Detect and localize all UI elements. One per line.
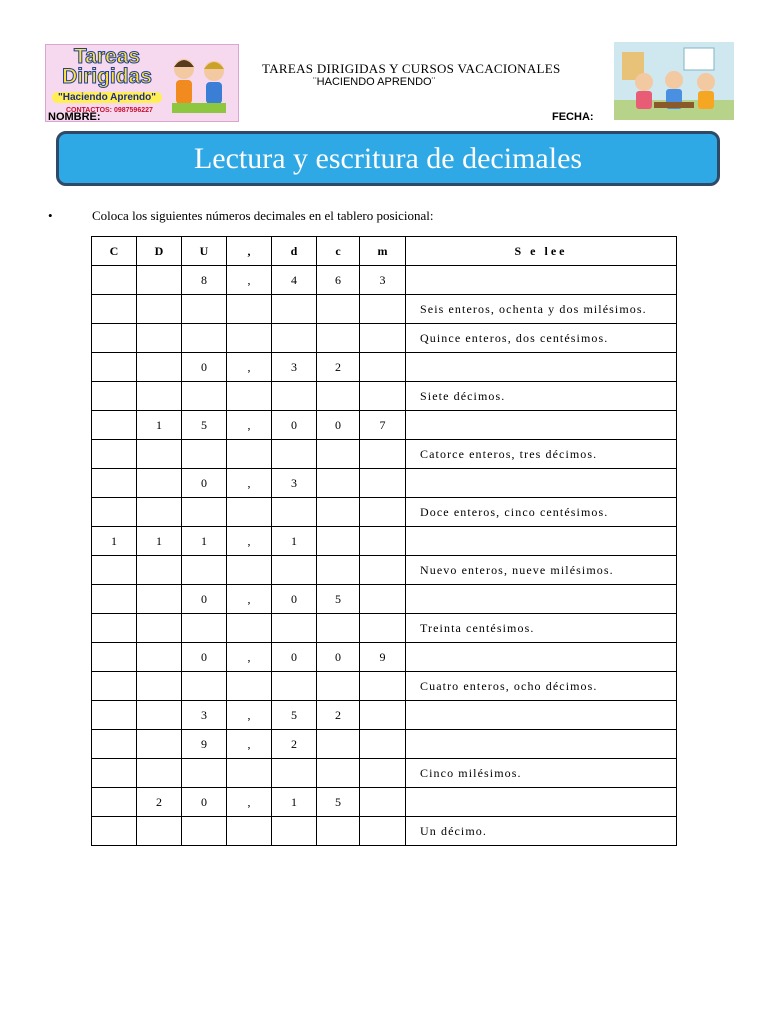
digit-cell-centesimo[interactable] — [317, 614, 360, 643]
digit-cell-c[interactable] — [92, 411, 137, 440]
digit-cell-c[interactable] — [92, 788, 137, 817]
table-row — [92, 643, 677, 672]
instruction — [48, 208, 434, 224]
digit-cell-u[interactable] — [182, 759, 227, 788]
digit-cell-centesimo[interactable] — [317, 730, 360, 759]
bullet: • — [48, 208, 53, 223]
digit-cell-c[interactable] — [92, 556, 137, 585]
digit-cell-milesimo[interactable] — [360, 585, 406, 614]
digit-cell-decimo[interactable] — [272, 672, 317, 701]
digit-cell-comma[interactable]: , — [227, 643, 272, 672]
column-header-decimo: d — [272, 237, 317, 266]
digit-cell-decimo[interactable]: 5 — [272, 701, 317, 730]
digit-cell-comma[interactable] — [227, 614, 272, 643]
logo-title — [52, 47, 162, 87]
digit-cell-centesimo[interactable] — [317, 556, 360, 585]
digit-cell-decimo[interactable]: 2 — [272, 730, 317, 759]
digit-cell-u[interactable]: 0 — [182, 469, 227, 498]
digit-cell-comma[interactable] — [227, 817, 272, 846]
digit-cell-decimo[interactable] — [272, 556, 317, 585]
digit-cell-c[interactable] — [92, 324, 137, 353]
reading-cell[interactable] — [406, 701, 677, 730]
table-row — [92, 411, 677, 440]
digit-cell-comma[interactable]: , — [227, 585, 272, 614]
place-value-table — [91, 236, 677, 846]
digit-cell-milesimo[interactable] — [360, 469, 406, 498]
table-row — [92, 730, 677, 759]
table-row — [92, 295, 677, 324]
classroom-illustration — [614, 42, 734, 120]
digit-cell-c[interactable] — [92, 585, 137, 614]
digit-cell-u[interactable]: 5 — [182, 411, 227, 440]
digit-cell-decimo[interactable] — [272, 382, 317, 411]
digit-cell-u[interactable]: 9 — [182, 730, 227, 759]
classroom-kids-icon — [614, 42, 734, 120]
digit-cell-u[interactable]: 0 — [182, 585, 227, 614]
page-title: Lectura y escritura de decimales — [193, 141, 583, 175]
table-header-row — [92, 237, 677, 266]
digit-cell-u[interactable]: 0 — [182, 643, 227, 672]
reading-cell[interactable] — [406, 527, 677, 556]
table-row — [92, 556, 677, 585]
digit-cell-comma[interactable] — [227, 382, 272, 411]
column-header-milesimo: m — [360, 237, 406, 266]
logo-title-line1: Tareas — [73, 45, 141, 68]
digit-cell-d[interactable] — [137, 498, 182, 527]
digit-cell-centesimo[interactable]: 6 — [317, 266, 360, 295]
digit-cell-u[interactable] — [182, 295, 227, 324]
column-header-comma: , — [227, 237, 272, 266]
column-header-se-lee: S e lee — [406, 237, 677, 266]
digit-cell-c[interactable] — [92, 440, 137, 469]
reading-cell[interactable] — [406, 585, 677, 614]
digit-cell-u[interactable] — [182, 324, 227, 353]
digit-cell-decimo[interactable]: 1 — [272, 527, 317, 556]
digit-cell-c[interactable] — [92, 614, 137, 643]
digit-cell-u[interactable] — [182, 614, 227, 643]
digit-cell-comma[interactable] — [227, 324, 272, 353]
digit-cell-milesimo[interactable]: 3 — [360, 266, 406, 295]
digit-cell-milesimo[interactable] — [360, 759, 406, 788]
reading-cell[interactable]: Cuatro enteros, ocho décimos. — [406, 672, 677, 701]
reading-cell[interactable] — [406, 411, 677, 440]
reading-cell[interactable] — [406, 266, 677, 295]
digit-cell-c[interactable]: 1 — [92, 527, 137, 556]
digit-cell-milesimo[interactable] — [360, 788, 406, 817]
table-row — [92, 469, 677, 498]
digit-cell-centesimo[interactable] — [317, 324, 360, 353]
digit-cell-milesimo[interactable] — [360, 498, 406, 527]
digit-cell-comma[interactable] — [227, 295, 272, 324]
digit-cell-centesimo[interactable] — [317, 759, 360, 788]
digit-cell-u[interactable] — [182, 817, 227, 846]
digit-cell-decimo[interactable] — [272, 759, 317, 788]
digit-cell-decimo[interactable]: 0 — [272, 643, 317, 672]
digit-cell-decimo[interactable] — [272, 440, 317, 469]
digit-cell-d[interactable] — [137, 643, 182, 672]
reading-cell[interactable]: Treinta centésimos. — [406, 614, 677, 643]
digit-cell-milesimo[interactable]: 9 — [360, 643, 406, 672]
reading-cell[interactable]: Cinco milésimos. — [406, 759, 677, 788]
digit-cell-milesimo[interactable]: 7 — [360, 411, 406, 440]
digit-cell-decimo[interactable] — [272, 498, 317, 527]
digit-cell-d[interactable] — [137, 701, 182, 730]
table-row — [92, 382, 677, 411]
digit-cell-c[interactable] — [92, 817, 137, 846]
digit-cell-decimo[interactable]: 0 — [272, 585, 317, 614]
digit-cell-milesimo[interactable] — [360, 527, 406, 556]
digit-cell-d[interactable] — [137, 556, 182, 585]
digit-cell-c[interactable] — [92, 643, 137, 672]
column-header-u: U — [182, 237, 227, 266]
digit-cell-comma[interactable]: , — [227, 411, 272, 440]
digit-cell-d[interactable] — [137, 353, 182, 382]
table-row — [92, 527, 677, 556]
digit-cell-d[interactable]: 1 — [137, 527, 182, 556]
digit-cell-u[interactable] — [182, 556, 227, 585]
table-row — [92, 701, 677, 730]
table-row — [92, 324, 677, 353]
digit-cell-centesimo[interactable]: 2 — [317, 353, 360, 382]
table-row — [92, 788, 677, 817]
reading-cell[interactable]: Seis enteros, ochenta y dos milésimos. — [406, 295, 677, 324]
reading-cell[interactable] — [406, 788, 677, 817]
digit-cell-u[interactable] — [182, 498, 227, 527]
table-row — [92, 614, 677, 643]
column-header-c: C — [92, 237, 137, 266]
digit-cell-u[interactable] — [182, 440, 227, 469]
digit-cell-milesimo[interactable] — [360, 730, 406, 759]
digit-cell-c[interactable] — [92, 469, 137, 498]
digit-cell-centesimo[interactable]: 2 — [317, 701, 360, 730]
digit-cell-c[interactable] — [92, 759, 137, 788]
digit-cell-d[interactable]: 2 — [137, 788, 182, 817]
digit-cell-centesimo[interactable] — [317, 817, 360, 846]
reading-cell[interactable] — [406, 643, 677, 672]
table-row — [92, 672, 677, 701]
digit-cell-centesimo[interactable]: 0 — [317, 411, 360, 440]
digit-cell-c[interactable] — [92, 353, 137, 382]
digit-cell-centesimo[interactable] — [317, 440, 360, 469]
reading-cell[interactable]: Nuevo enteros, nueve milésimos. — [406, 556, 677, 585]
digit-cell-c[interactable] — [92, 382, 137, 411]
digit-cell-d[interactable] — [137, 585, 182, 614]
digit-cell-milesimo[interactable] — [360, 382, 406, 411]
digit-cell-c[interactable] — [92, 266, 137, 295]
digit-cell-comma[interactable] — [227, 440, 272, 469]
digit-cell-milesimo[interactable] — [360, 672, 406, 701]
digit-cell-centesimo[interactable] — [317, 295, 360, 324]
digit-cell-milesimo[interactable] — [360, 353, 406, 382]
reading-cell[interactable]: Quince enteros, dos centésimos. — [406, 324, 677, 353]
digit-cell-comma[interactable]: , — [227, 701, 272, 730]
reading-cell[interactable]: Un décimo. — [406, 817, 677, 846]
digit-cell-d[interactable] — [137, 730, 182, 759]
digit-cell-d[interactable] — [137, 266, 182, 295]
digit-cell-u[interactable]: 0 — [182, 353, 227, 382]
digit-cell-centesimo[interactable] — [317, 469, 360, 498]
digit-cell-milesimo[interactable] — [360, 817, 406, 846]
digit-cell-u[interactable]: 3 — [182, 701, 227, 730]
digit-cell-centesimo[interactable]: 0 — [317, 643, 360, 672]
digit-cell-d[interactable] — [137, 324, 182, 353]
digit-cell-u[interactable]: 8 — [182, 266, 227, 295]
nombre-label: NOMBRE: — [48, 111, 101, 123]
digit-cell-d[interactable] — [137, 295, 182, 324]
digit-cell-d[interactable] — [137, 440, 182, 469]
digit-cell-decimo[interactable]: 3 — [272, 469, 317, 498]
digit-cell-decimo[interactable] — [272, 324, 317, 353]
digit-cell-d[interactable] — [137, 672, 182, 701]
digit-cell-comma[interactable] — [227, 759, 272, 788]
logo-title-line2: Dirigidas — [62, 65, 152, 88]
digit-cell-d[interactable] — [137, 614, 182, 643]
reading-cell[interactable]: Catorce enteros, tres décimos. — [406, 440, 677, 469]
digit-cell-comma[interactable]: , — [227, 527, 272, 556]
reading-cell[interactable] — [406, 730, 677, 759]
digit-cell-centesimo[interactable] — [317, 672, 360, 701]
digit-cell-u[interactable] — [182, 672, 227, 701]
column-header-d: D — [137, 237, 182, 266]
reading-cell[interactable] — [406, 469, 677, 498]
digit-cell-centesimo[interactable]: 5 — [317, 585, 360, 614]
digit-cell-decimo[interactable] — [272, 614, 317, 643]
digit-cell-d[interactable]: 1 — [137, 411, 182, 440]
digit-cell-c[interactable] — [92, 295, 137, 324]
digit-cell-u[interactable]: 1 — [182, 527, 227, 556]
reading-cell[interactable] — [406, 353, 677, 382]
column-header-centesimo: c — [317, 237, 360, 266]
table-row — [92, 440, 677, 469]
digit-cell-comma[interactable]: , — [227, 353, 272, 382]
digit-cell-decimo[interactable]: 4 — [272, 266, 317, 295]
header-title: TAREAS DIRIGIDAS Y CURSOS VACACIONALES — [262, 61, 561, 76]
digit-cell-milesimo[interactable] — [360, 556, 406, 585]
digit-cell-centesimo[interactable] — [317, 527, 360, 556]
table-row — [92, 585, 677, 614]
digit-cell-d[interactable] — [137, 469, 182, 498]
table-row — [92, 266, 677, 295]
digit-cell-comma[interactable]: , — [227, 469, 272, 498]
digit-cell-decimo[interactable] — [272, 817, 317, 846]
digit-cell-decimo[interactable] — [272, 295, 317, 324]
kids-illustration-icon — [164, 49, 234, 117]
digit-cell-comma[interactable]: , — [227, 266, 272, 295]
digit-cell-milesimo[interactable] — [360, 701, 406, 730]
digit-cell-decimo[interactable]: 1 — [272, 788, 317, 817]
digit-cell-c[interactable] — [92, 701, 137, 730]
digit-cell-d[interactable] — [137, 382, 182, 411]
digit-cell-u[interactable] — [182, 382, 227, 411]
header-subtitle: ¨HACIENDO APRENDO¨ — [313, 76, 436, 88]
instruction-text: Coloca los siguientes números decimales en el tablero posicional: — [92, 208, 434, 223]
digit-cell-centesimo[interactable]: 5 — [317, 788, 360, 817]
digit-cell-decimo[interactable]: 3 — [272, 353, 317, 382]
reading-cell[interactable]: Siete décimos. — [406, 382, 677, 411]
logo-subtitle: "Haciendo Aprendo" — [52, 92, 162, 103]
digit-cell-d[interactable] — [137, 759, 182, 788]
digit-cell-c[interactable] — [92, 498, 137, 527]
digit-cell-u[interactable]: 0 — [182, 788, 227, 817]
table-row — [92, 759, 677, 788]
table-row — [92, 817, 677, 846]
digit-cell-c[interactable] — [92, 672, 137, 701]
digit-cell-comma[interactable] — [227, 556, 272, 585]
table-row — [92, 498, 677, 527]
reading-cell[interactable]: Doce enteros, cinco centésimos. — [406, 498, 677, 527]
digit-cell-milesimo[interactable] — [360, 614, 406, 643]
digit-cell-milesimo[interactable] — [360, 324, 406, 353]
digit-cell-centesimo[interactable] — [317, 382, 360, 411]
digit-cell-comma[interactable]: , — [227, 788, 272, 817]
title-banner — [56, 131, 720, 186]
digit-cell-comma[interactable]: , — [227, 730, 272, 759]
digit-cell-centesimo[interactable] — [317, 498, 360, 527]
digit-cell-c[interactable] — [92, 730, 137, 759]
logo-contact: CONTACTOS: 0987596227 — [66, 107, 153, 114]
digit-cell-comma[interactable] — [227, 672, 272, 701]
digit-cell-decimo[interactable]: 0 — [272, 411, 317, 440]
digit-cell-milesimo[interactable] — [360, 440, 406, 469]
digit-cell-d[interactable] — [137, 817, 182, 846]
table-row — [92, 353, 677, 382]
digit-cell-comma[interactable] — [227, 498, 272, 527]
digit-cell-milesimo[interactable] — [360, 295, 406, 324]
fecha-label: FECHA: — [552, 111, 594, 123]
